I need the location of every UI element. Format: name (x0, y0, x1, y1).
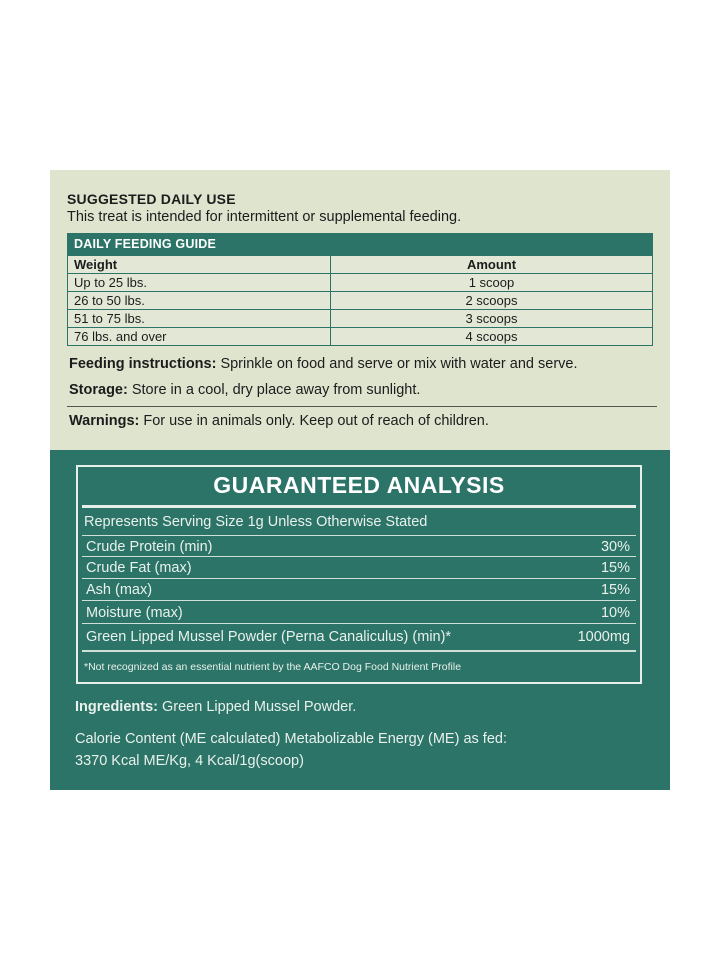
feeding-instructions-label: Feeding instructions: (69, 356, 217, 372)
storage-info (69, 382, 420, 398)
nutrient-name: Moisture (max) (86, 605, 183, 621)
amount-cell: 3 scoops (331, 310, 653, 328)
analysis-row (82, 602, 636, 624)
feeding-guide-table (67, 233, 653, 346)
nutrient-value: 1000mg (577, 629, 630, 645)
amount-cell: 1 scoop (331, 274, 653, 292)
suggested-use-section (50, 170, 670, 450)
nutrient-name: Crude Protein (min) (86, 539, 213, 555)
analysis-row (82, 579, 636, 601)
nutrient-name: Crude Fat (max) (86, 560, 192, 576)
warnings-info (69, 413, 489, 429)
storage-label: Storage: (69, 382, 128, 398)
feeding-guide-title: DAILY FEEDING GUIDE (67, 233, 653, 255)
nutrient-name: Green Lipped Mussel Powder (Perna Canaliculus) (min)* (86, 629, 452, 645)
weight-cell: 26 to 50 lbs. (68, 292, 331, 310)
analysis-row (82, 557, 636, 579)
table-header-row (68, 256, 653, 274)
product-info-panel (50, 170, 670, 790)
feeding-instructions (69, 356, 578, 372)
amount-cell: 2 scoops (331, 292, 653, 310)
weight-cell: 76 lbs. and over (68, 328, 331, 346)
table-row (68, 274, 653, 292)
ingredients-text: Green Lipped Mussel Powder. (157, 699, 357, 715)
divider (67, 406, 657, 407)
amount-cell: 4 scoops (331, 328, 653, 346)
column-header-weight: Weight (68, 256, 331, 274)
table-row (68, 292, 653, 310)
nutrient-value: 15% (600, 582, 630, 598)
suggested-use-subtitle: This treat is intended for intermittent or supplemental feeding. (67, 209, 462, 225)
nutrient-value: 30% (600, 539, 630, 555)
nutrient-value: 10% (600, 605, 630, 621)
table-row (68, 328, 653, 346)
calorie-content-line2: 3370 Kcal ME/Kg, 4 Kcal/1g(scoop) (75, 753, 304, 769)
calorie-content-line1: Calorie Content (ME calculated) Metabolizable Energy (ME) as fed: (75, 731, 507, 747)
suggested-use-title: SUGGESTED DAILY USE (67, 191, 236, 207)
analysis-title: GUARANTEED ANALYSIS (213, 472, 505, 498)
analysis-row (82, 535, 636, 557)
ingredients-label: Ingredients: (75, 699, 158, 715)
table-row (68, 310, 653, 328)
guaranteed-analysis-box (76, 465, 642, 684)
aafco-footnote: *Not recognized as an essential nutrient by the AAFCO Dog Food Nutrient Profile (84, 661, 462, 673)
nutrient-value: 15% (600, 560, 630, 576)
warnings-text: For use in animals only. Keep out of reach of children. (139, 413, 489, 429)
serving-size-note: Represents Serving Size 1g Unless Otherwise Stated (84, 514, 428, 530)
ingredients-info (75, 699, 356, 715)
weight-cell: 51 to 75 lbs. (68, 310, 331, 328)
column-header-amount: Amount (331, 256, 653, 274)
analysis-section (50, 450, 670, 790)
divider (82, 505, 636, 508)
warnings-label: Warnings: (69, 413, 140, 429)
analysis-row (82, 626, 636, 652)
storage-text: Store in a cool, dry place away from sunlight. (127, 382, 421, 398)
nutrient-name: Ash (max) (86, 582, 153, 598)
feeding-instructions-text: Sprinkle on food and serve or mix with water and serve. (216, 356, 578, 372)
weight-cell: Up to 25 lbs. (68, 274, 331, 292)
